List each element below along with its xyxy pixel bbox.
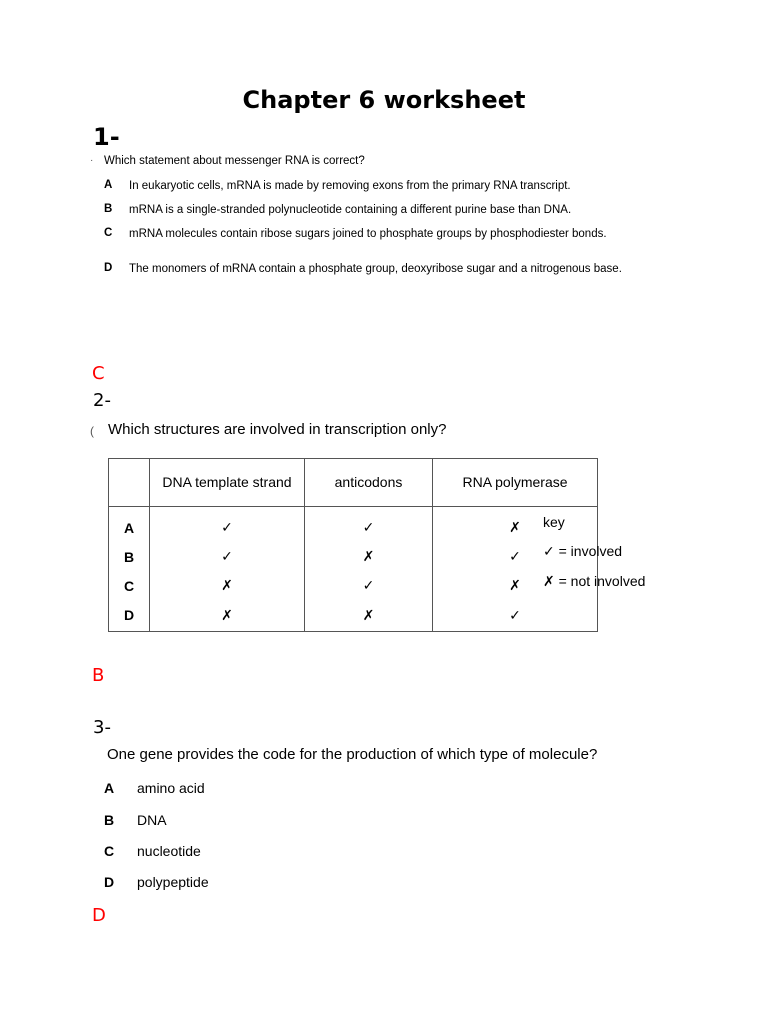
question-2-number: 2- <box>93 390 111 411</box>
cell-mark: ✗ <box>433 571 598 600</box>
option-text: The monomers of mRNA contain a phosphate group, deoxyribose sugar and a nitrogenous base. <box>129 263 622 275</box>
question-3-option-c <box>104 843 201 859</box>
option-letter: C <box>104 227 113 239</box>
structures-table <box>108 458 598 632</box>
question-1-option-b <box>104 203 637 217</box>
option-letter: D <box>104 262 113 274</box>
table-header-cell: anticodons <box>305 459 433 507</box>
row-label: D <box>109 600 150 631</box>
question-3-option-b <box>104 812 167 828</box>
key-title: key <box>543 514 565 530</box>
row-label: C <box>109 571 150 600</box>
question-1-number: 1- <box>93 123 120 151</box>
cell-mark: ✓ <box>305 507 433 543</box>
question-3-option-a <box>104 780 205 796</box>
question-2-bullet: ( <box>90 424 94 438</box>
key-involved: ✓ = involved <box>543 543 623 559</box>
table-row <box>109 542 598 571</box>
table-header-row <box>109 459 598 507</box>
question-1-option-d <box>104 262 637 276</box>
cell-mark: ✓ <box>305 571 433 600</box>
question-3-answer: D <box>92 905 106 926</box>
question-3-number: 3- <box>93 717 111 738</box>
option-letter: B <box>104 812 115 828</box>
table-row <box>109 600 598 631</box>
question-1-answer: C <box>92 363 105 384</box>
option-text: mRNA is a single-stranded polynucleotide containing a different purine base than DNA. <box>129 204 572 216</box>
table-header-cell: RNA polymerase <box>433 459 598 507</box>
option-text: DNA <box>137 812 167 828</box>
key-not-involved: ✗ = not involved <box>543 573 646 589</box>
table-header-cell: DNA template strand <box>150 459 305 507</box>
option-text: nucleotide <box>137 843 201 859</box>
cell-mark: ✗ <box>433 507 598 543</box>
option-letter: A <box>104 780 115 796</box>
option-letter: C <box>104 843 115 859</box>
question-1-option-c <box>104 227 637 241</box>
option-text: amino acid <box>137 780 205 796</box>
question-3-option-d <box>104 874 209 890</box>
option-text: In eukaryotic cells, mRNA is made by removing exons from the primary RNA transcript. <box>129 180 571 192</box>
option-letter: A <box>104 179 113 191</box>
cell-mark: ✗ <box>150 571 305 600</box>
row-label: A <box>109 507 150 543</box>
question-1-bullet: · <box>90 155 94 166</box>
option-letter: B <box>104 203 113 215</box>
cell-mark: ✗ <box>305 542 433 571</box>
cell-mark: ✗ <box>305 600 433 631</box>
cell-mark: ✓ <box>150 507 305 543</box>
row-label: B <box>109 542 150 571</box>
table-row <box>109 507 598 543</box>
question-1-stem: Which statement about messenger RNA is correct? <box>104 155 365 167</box>
option-text: mRNA molecules contain ribose sugars joined to phosphate groups by phosphodiester bonds. <box>129 228 607 240</box>
table-row <box>109 571 598 600</box>
cell-mark: ✗ <box>150 600 305 631</box>
table-header-cell <box>109 459 150 507</box>
cell-mark: ✓ <box>433 600 598 631</box>
question-1-option-a <box>104 179 637 193</box>
option-letter: D <box>104 874 115 890</box>
cell-mark: ✓ <box>433 542 598 571</box>
cell-mark: ✓ <box>150 542 305 571</box>
question-2-stem: Which structures are involved in transcription only? <box>108 421 447 438</box>
page-title: Chapter 6 worksheet <box>242 86 526 114</box>
question-3-stem: One gene provides the code for the production of which type of molecule? <box>107 746 598 763</box>
option-text: polypeptide <box>137 874 209 890</box>
question-2-answer: B <box>92 665 105 686</box>
